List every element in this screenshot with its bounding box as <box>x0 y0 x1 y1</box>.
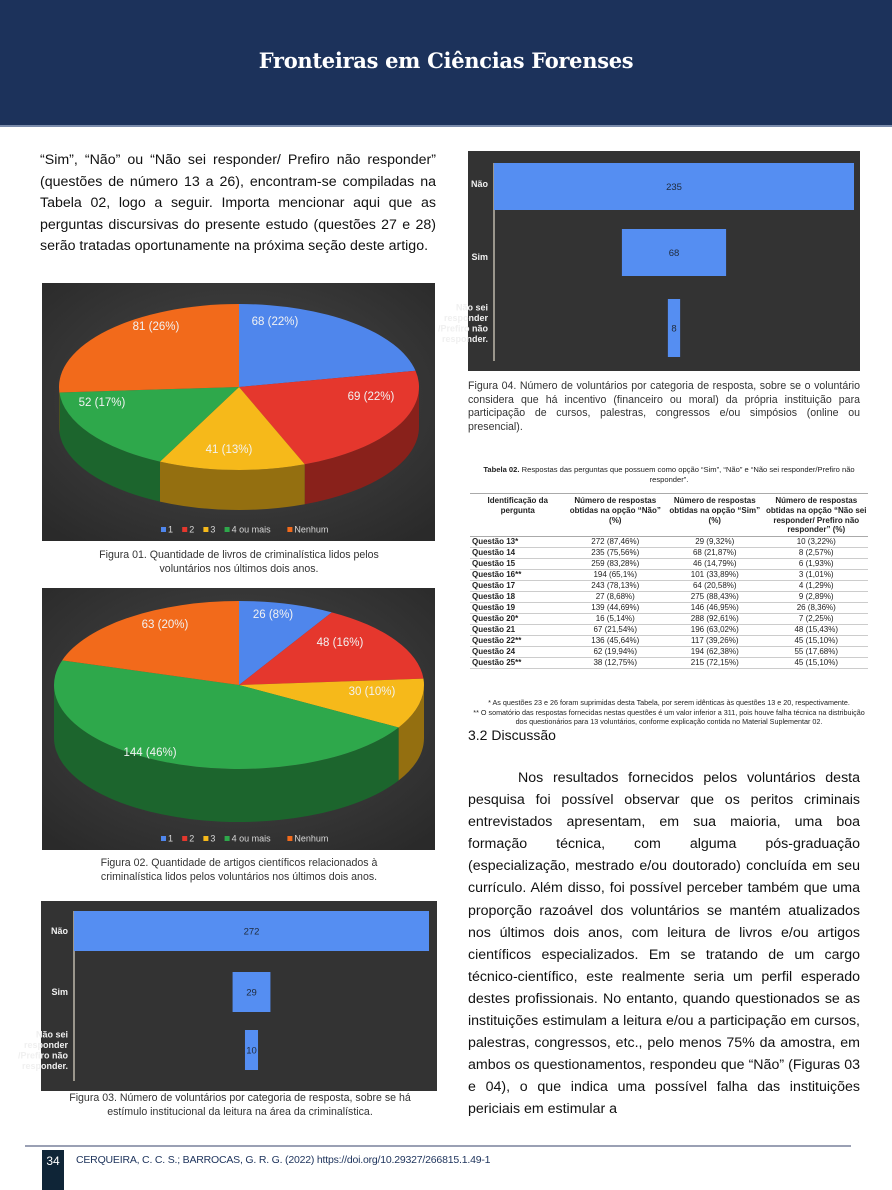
pie-data-label: 68 (22%) <box>251 316 299 328</box>
table-note: * As questões 23 e 26 foram suprimidas desta Tabela, por serem idênticas às questões 13 e 20, respectivamente. <box>488 698 850 707</box>
value-cell: 146 (46,95%) <box>665 603 765 614</box>
bar-value-label: 29 <box>246 987 257 999</box>
value-cell: 235 (75,56%) <box>566 548 666 559</box>
journal-title: Fronteiras em Ciências Forenses <box>258 48 634 73</box>
value-cell: 16 (5,14%) <box>566 614 666 625</box>
pie-data-label: 144 (46%) <box>123 747 177 759</box>
value-cell: 275 (88,43%) <box>665 592 765 603</box>
question-id-cell: Questão 17 <box>470 581 566 592</box>
page-number: 34 <box>42 1150 64 1190</box>
question-id-cell: Questão 13* <box>470 537 566 548</box>
legend-label: 2 <box>189 524 195 535</box>
category-label: responder. <box>21 1060 68 1071</box>
question-id-cell: Questão 15 <box>470 559 566 570</box>
category-label: /Prefiro não <box>437 323 488 334</box>
value-cell: 3 (1,01%) <box>765 570 868 581</box>
pie-data-label: 69 (22%) <box>347 391 395 403</box>
value-cell: 136 (45,64%) <box>566 636 666 647</box>
table-row <box>470 614 868 625</box>
bar-value-label: 272 <box>243 926 260 938</box>
column-header: Número de respostas obtidas na opção “Não sei responder/ Prefiro não responder” (%) <box>765 494 868 537</box>
value-cell: 196 (63,02%) <box>665 625 765 636</box>
table-row <box>470 625 868 636</box>
footer-divider <box>25 1145 851 1147</box>
legend-swatch <box>287 836 292 841</box>
table-row <box>470 537 868 548</box>
question-id-cell: Questão 21 <box>470 625 566 636</box>
figure-01-pie-chart <box>42 283 435 541</box>
table-02-label: Tabela 02. <box>483 465 520 474</box>
category-label: Não <box>50 926 68 936</box>
value-cell: 46 (14,79%) <box>665 559 765 570</box>
table-02 <box>470 493 868 669</box>
legend-label: Nenhum <box>294 833 329 844</box>
value-cell: 48 (15,43%) <box>765 625 868 636</box>
value-cell: 55 (17,68%) <box>765 647 868 658</box>
legend-label: 3 <box>210 524 216 535</box>
legend-swatch <box>203 527 208 532</box>
category-label: Não <box>470 179 488 189</box>
pie-data-label: 41 (13%) <box>205 444 253 456</box>
figure-04-bar-chart <box>437 151 860 371</box>
section-heading: 3.2 Discussão <box>468 727 556 743</box>
question-id-cell: Questão 24 <box>470 647 566 658</box>
table-note: ** O somatório das respostas fornecidas nestas questões é um valor inferior a 311, pois houve falha técnica na distribuição dos questionários para 13 voluntários, conforme explicação contida no Material Suplementar 02. <box>473 707 865 727</box>
legend-swatch <box>161 527 166 532</box>
bar-value-label: 235 <box>666 182 682 193</box>
table-row <box>470 559 868 570</box>
figure-03-caption: Figura 03. Número de voluntários por categoria de resposta, sobre se há estímulo institucional da leitura na área da criminalística. <box>69 1092 411 1118</box>
legend-swatch <box>182 527 187 532</box>
question-id-cell: Questão 14 <box>470 548 566 559</box>
question-id-cell: Questão 16** <box>470 570 566 581</box>
category-label: Sim <box>51 987 68 997</box>
value-cell: 117 (39,26%) <box>665 636 765 647</box>
table-row <box>470 548 868 559</box>
category-label: Sim <box>471 252 488 262</box>
legend-swatch <box>225 527 230 532</box>
category-label: /Prefiro não <box>17 1050 68 1061</box>
question-id-cell: Questão 22** <box>470 636 566 647</box>
table-row <box>470 581 868 592</box>
legend-swatch <box>182 836 187 841</box>
value-cell: 27 (8,68%) <box>566 592 666 603</box>
question-id-cell: Questão 20* <box>470 614 566 625</box>
table-row <box>470 636 868 647</box>
value-cell: 6 (1,93%) <box>765 559 868 570</box>
pie-data-label: 26 (8%) <box>252 609 294 621</box>
journal-header <box>0 0 892 127</box>
value-cell: 194 (65,1%) <box>566 570 666 581</box>
value-cell: 68 (21,87%) <box>665 548 765 559</box>
bar-value-label: 8 <box>671 323 677 335</box>
bar-value-label: 10 <box>246 1045 257 1057</box>
figure-03-bar-chart <box>17 901 437 1091</box>
intro-paragraph: “Sim”, “Não” ou “Não sei responder/ Prefiro não responder” (questões de número 13 a 26), encontram-se compiladas na Tabela 02, logo a seguir. Importa mencionar aqui que as perguntas discursivas do presente estudo (questões 27 e 28) serão tratadas oportunamente na próxima seção deste artigo. <box>40 152 436 254</box>
value-cell: 8 (2,57%) <box>765 548 868 559</box>
value-cell: 67 (21,54%) <box>566 625 666 636</box>
pie-chart-svg <box>42 588 435 850</box>
question-id-cell: Questão 19 <box>470 603 566 614</box>
value-cell: 9 (2,89%) <box>765 592 868 603</box>
category-label: responder <box>23 1039 68 1050</box>
value-cell: 101 (33,89%) <box>665 570 765 581</box>
table-row <box>470 570 868 581</box>
table-row <box>470 592 868 603</box>
value-cell: 38 (12,75%) <box>566 658 666 669</box>
pie-data-label: 30 (10%) <box>348 686 396 698</box>
footer-citation: CERQUEIRA, C. C. S.; BARROCAS, G. R. G. (2022) https://doi.org/10.29327/266815.1.49-1 <box>76 1154 491 1166</box>
table-row <box>470 658 868 669</box>
pie-data-label: 81 (26%) <box>132 321 180 333</box>
value-cell: 194 (62,38%) <box>665 647 765 658</box>
pie-chart-svg <box>42 283 435 541</box>
figure-04-caption: Figura 04. Número de voluntários por categoria de resposta, sobre se o voluntário considera que há incentivo (financeiro ou moral) da própria instituição para participação de cursos, palestras, congressos e/ou simpósios (online ou presencial). <box>468 380 860 433</box>
value-cell: 4 (1,29%) <box>765 581 868 592</box>
value-cell: 26 (8,36%) <box>765 603 868 614</box>
legend-label: Nenhum <box>294 524 329 535</box>
legend-swatch <box>203 836 208 841</box>
legend-label: 4 ou mais <box>231 833 271 844</box>
value-cell: 10 (3,22%) <box>765 537 868 548</box>
legend-label: 1 <box>168 833 174 844</box>
discussion-paragraph <box>468 767 860 1121</box>
discussion-text: Nos resultados fornecidos pelos voluntários desta pesquisa foi possível observar que os peritos criminais entrevistados apresentam, em sua maioria, uma boa formação técnica, com alguma pós-graduação (especialização, mestrado e/ou doutorado) concluída em seu currículo. Além disso, foi possível perceber também que uma proporção razoável dos voluntários se mantém atualizados nos últimos dois anos, com leitura de livros e/ou artigos científicos especializados. Em se tratando de um cargo técnico-científico, este realmente seria um perfil esperado destes profissionais. No entanto, quando questionados se as instituições estimulam a leitura e/ou a participação em cursos, palestras, congressos, etc., pelo menos 75% da amostra, em ambos os questionamentos, respondeu que “Não” (Figuras 03 e 04), o que indica uma possível falha das instituições periciais em estimular a <box>468 770 860 1118</box>
legend-swatch <box>161 836 166 841</box>
table-row <box>470 603 868 614</box>
figure-02-caption: Figura 02. Quantidade de artigos científicos relacionados à criminalística lidos pelos voluntários nos últimos dois anos. <box>100 857 378 883</box>
pie-data-label: 52 (17%) <box>78 397 126 409</box>
column-header: Número de respostas obtidas na opção “Não” (%) <box>566 494 666 537</box>
legend-label: 2 <box>189 833 195 844</box>
column-header: Identificação da pergunta <box>470 494 566 537</box>
question-id-cell: Questão 25** <box>470 658 566 669</box>
table-header-row <box>470 494 868 537</box>
pie-data-label: 48 (16%) <box>316 637 364 649</box>
legend-label: 4 ou mais <box>231 524 271 535</box>
category-label: responder <box>443 312 488 323</box>
bar-chart-svg <box>437 151 860 371</box>
value-cell: 272 (87,46%) <box>566 537 666 548</box>
value-cell: 288 (92,61%) <box>665 614 765 625</box>
value-cell: 259 (83,28%) <box>566 559 666 570</box>
legend-label: 3 <box>210 833 216 844</box>
value-cell: 62 (19,94%) <box>566 647 666 658</box>
pie-data-label: 63 (20%) <box>141 619 189 631</box>
category-label: responder. <box>441 333 488 344</box>
value-cell: 139 (44,69%) <box>566 603 666 614</box>
value-cell: 7 (2,25%) <box>765 614 868 625</box>
value-cell: 45 (15,10%) <box>765 658 868 669</box>
category-label: Não sei <box>35 1029 68 1040</box>
table-02-notes <box>470 698 868 727</box>
question-id-cell: Questão 18 <box>470 592 566 603</box>
bar-chart-svg <box>17 901 437 1091</box>
value-cell: 243 (78,13%) <box>566 581 666 592</box>
category-label: Não sei <box>455 302 488 313</box>
value-cell: 29 (9,32%) <box>665 537 765 548</box>
value-cell: 215 (72,15%) <box>665 658 765 669</box>
value-cell: 45 (15,10%) <box>765 636 868 647</box>
legend-label: 1 <box>168 524 174 535</box>
table-02-title-text: Respostas das perguntas que possuem como opção “Sim”, “Não” e “Não sei responder/Prefiro não responder”. <box>521 465 855 484</box>
figure-02-pie-chart <box>42 588 435 850</box>
value-cell: 64 (20,58%) <box>665 581 765 592</box>
table-row <box>470 647 868 658</box>
column-header: Número de respostas obtidas na opção “Sim” (%) <box>665 494 765 537</box>
figure-01-caption: Figura 01. Quantidade de livros de criminalística lidos pelos voluntários nos últimos dois anos. <box>99 549 379 575</box>
legend-swatch <box>225 836 230 841</box>
table-02-title <box>470 465 868 485</box>
bar-value-label: 68 <box>668 248 680 259</box>
legend-swatch <box>287 527 292 532</box>
